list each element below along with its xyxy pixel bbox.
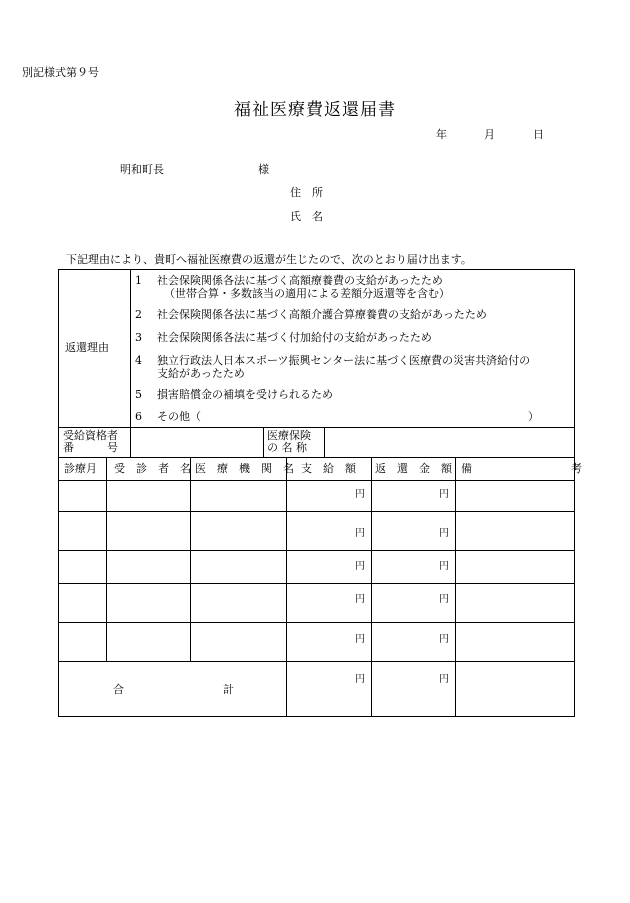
divider (455, 457, 456, 716)
divider (286, 457, 287, 716)
header-institution-name: 医 療 機 関 名 (195, 462, 294, 475)
divider (59, 427, 574, 428)
yen-unit: 円 (355, 674, 365, 685)
yen-unit: 円 (355, 634, 365, 645)
reason-4-line-1: 独立行政法人日本スポーツ振興センター法に基づく医療費の災害共済給付の (157, 354, 531, 367)
divider (130, 427, 131, 457)
reason-4-number: 4 (135, 354, 142, 367)
yen-unit: 円 (355, 489, 365, 500)
header-refund-amount: 返 還 金 額 (375, 462, 452, 475)
address-label: 住 所 (290, 186, 323, 199)
divider (59, 622, 574, 623)
reason-5-number: 5 (135, 388, 142, 401)
reason-1-line-2: （世帯合算・多数該当の適用による差額分返還等を含む） (164, 287, 450, 300)
divider (324, 427, 325, 457)
divider (371, 457, 372, 716)
reason-4-line-2: 支給があったため (157, 367, 245, 380)
yen-unit: 円 (439, 634, 449, 645)
yen-unit: 円 (439, 528, 449, 539)
yen-unit: 円 (355, 594, 365, 605)
recipient-number-label-2: 番 号 (63, 441, 118, 454)
reason-5-line-1: 損害賠償金の補填を受けられるため (157, 388, 333, 401)
reason-2-line-1: 社会保険関係各法に基づく高額介護合算療養費の支給があったため (157, 308, 487, 321)
divider (59, 661, 574, 662)
insurance-name-label-2: の 名 称 (267, 441, 307, 454)
reason-label: 返還理由 (65, 341, 109, 354)
reason-6-close-paren: ） (528, 410, 539, 423)
date-day-label: 日 (533, 128, 544, 141)
header-payment-amount: 支 給 額 (301, 462, 356, 475)
yen-unit: 円 (355, 528, 365, 539)
divider (263, 427, 264, 457)
reason-3-number: 3 (135, 331, 142, 344)
yen-unit: 円 (355, 561, 365, 572)
divider (130, 270, 131, 427)
reason-1-number: 1 (135, 274, 142, 287)
total-label-left: 合 (113, 683, 124, 696)
header-treatment-month: 診療月 (64, 462, 97, 475)
honorific: 様 (258, 163, 269, 176)
insurance-name-label-1: 医療保険 (267, 429, 311, 442)
intro-text: 下記理由により、貴町へ福祉医療費の返還が生じたので、次のとおり届け出ます。 (66, 253, 472, 266)
addressee: 明和町長 (120, 163, 164, 176)
divider (106, 457, 107, 661)
divider (59, 457, 574, 458)
divider (190, 457, 191, 661)
document-title: 福祉医療費返還届書 (234, 100, 396, 120)
divider (59, 550, 574, 551)
yen-unit: 円 (439, 674, 449, 685)
reason-6-number: 6 (135, 410, 142, 423)
form-table (58, 269, 582, 717)
reason-1-line-1: 社会保険関係各法に基づく高額療養費の支給があったため (157, 274, 443, 287)
header-remarks: 備 考 (461, 462, 582, 475)
divider (59, 480, 574, 481)
reason-3-line-1: 社会保険関係各法に基づく付加給付の支給があったため (157, 331, 432, 344)
recipient-number-label-1: 受給資格者 (63, 429, 118, 442)
divider (59, 583, 574, 584)
name-label: 氏 名 (290, 210, 323, 223)
total-label-right: 計 (223, 683, 234, 696)
date-month-label: 月 (484, 128, 495, 141)
header-patient-name: 受 診 者 名 (114, 462, 191, 475)
yen-unit: 円 (439, 594, 449, 605)
date-year-label: 年 (436, 128, 447, 141)
reason-6-line-1: その他（ (157, 410, 201, 423)
reason-2-number: 2 (135, 308, 142, 321)
yen-unit: 円 (439, 561, 449, 572)
yen-unit: 円 (439, 489, 449, 500)
form-number: 別記様式第９号 (22, 66, 99, 79)
divider (59, 511, 574, 512)
